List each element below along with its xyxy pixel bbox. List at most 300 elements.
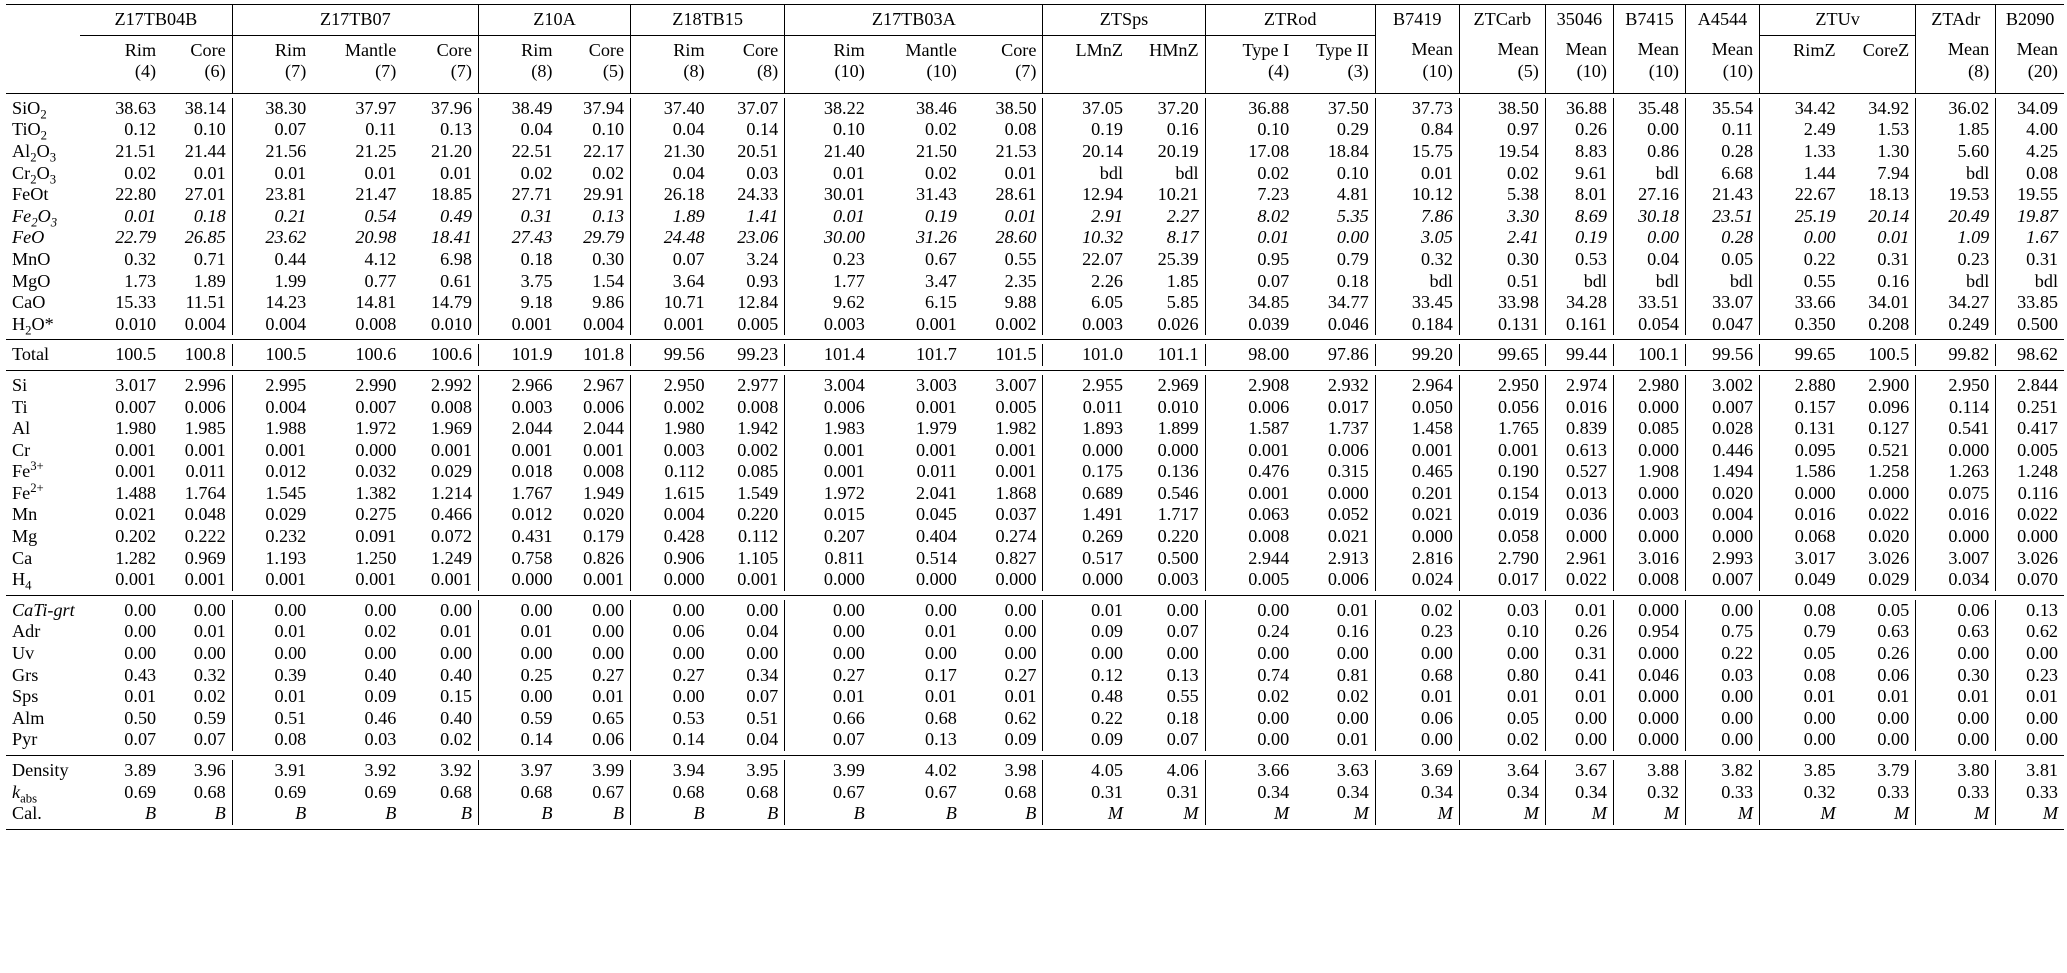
table-cell: 0.34 — [1545, 782, 1613, 804]
column-sample-count: (10) — [1613, 61, 1685, 93]
row-label: Si — [12, 374, 28, 395]
table-cell: 21.25 — [355, 140, 397, 161]
table-cell: 0.000 — [1157, 439, 1199, 460]
table-cell: 0.34 — [1375, 782, 1459, 804]
table-cell: 0.116 — [1996, 483, 2064, 505]
column-sample-count: (6) — [204, 61, 226, 82]
table-cell: 0.00 — [440, 643, 472, 664]
table-cell: 0.00 — [1916, 708, 1996, 730]
table-cell: 0.004 — [232, 397, 312, 419]
table-cell: 0.05 — [1760, 643, 1842, 665]
table-cell: 0.01 — [1545, 600, 1613, 622]
table-cell: 38.22 — [785, 98, 871, 120]
table-cell: 0.00 — [1205, 643, 1295, 665]
table-cell: 0.49 — [440, 205, 472, 226]
table-cell: 1.77 — [785, 271, 871, 293]
table-cell: 17.08 — [1205, 141, 1295, 163]
table-cell: 0.001 — [115, 569, 157, 590]
table-cell: 24.33 — [737, 184, 779, 205]
table-cell: 0.00 — [1166, 599, 1199, 620]
table-cell: 21.43 — [1686, 184, 1760, 206]
table-cell: bdl — [1916, 271, 1996, 293]
table-cell: 1.73 — [124, 270, 157, 291]
table-cell: 0.00 — [232, 643, 312, 665]
table-cell: 0.020 — [583, 504, 625, 525]
table-cell: 0.01 — [1336, 599, 1369, 620]
table-cell: 3.85 — [1760, 760, 1842, 782]
table-cell: 0.001 — [915, 439, 957, 460]
column-subheader: Mean — [1545, 35, 1613, 61]
table-cell: 1.33 — [1760, 141, 1842, 163]
table-cell: 0.97 — [1459, 119, 1545, 141]
table-cell: 99.20 — [1375, 344, 1459, 366]
table-cell: 0.008 — [583, 461, 625, 482]
table-header — [6, 5, 2064, 94]
table-cell: 9.62 — [785, 292, 871, 314]
table-cell: 0.32 — [1760, 782, 1842, 804]
table-cell: 0.00 — [1459, 643, 1545, 665]
table-cell: 0.00 — [925, 599, 957, 620]
group-header: B2090 — [1996, 5, 2064, 36]
table-cell: 0.00 — [746, 643, 779, 664]
table-cell: 0.154 — [1459, 483, 1545, 505]
table-cell: 0.01 — [1205, 227, 1295, 249]
table-cell: 3.05 — [1375, 227, 1459, 249]
table-cell: 0.16 — [1166, 119, 1199, 140]
table-cell: 0.003 — [1043, 314, 1129, 336]
table-cell: 0.005 — [1205, 569, 1295, 591]
table-row — [6, 206, 2064, 228]
row-label: Mg — [12, 526, 38, 547]
table-cell: 0.79 — [1760, 621, 1842, 643]
table-cell: 37.94 — [583, 97, 625, 118]
table-cell: 0.01 — [232, 686, 312, 708]
table-cell: 5.60 — [1916, 141, 1996, 163]
table-cell: 0.000 — [1760, 483, 1842, 505]
table-row — [6, 227, 2064, 249]
table-cell: 0.00 — [1004, 643, 1037, 664]
table-cell: 0.51 — [1459, 271, 1545, 293]
table-cell: 1.491 — [1043, 504, 1129, 526]
table-cell: 22.80 — [115, 184, 157, 205]
table-cell: 0.010 — [1157, 396, 1199, 417]
table-cell: 101.8 — [583, 344, 625, 365]
table-cell: 18.84 — [1327, 140, 1369, 161]
table-cell: B — [232, 803, 312, 825]
table-cell: 0.001 — [737, 569, 779, 590]
column-subheader: LMnZ — [1043, 35, 1129, 61]
table-cell: 0.00 — [1760, 227, 1842, 249]
table-cell: 0.013 — [1545, 483, 1613, 505]
table-cell: 3.88 — [1613, 760, 1685, 782]
table-cell: 100.5 — [1868, 344, 1910, 365]
table-cell: 18.41 — [431, 227, 472, 248]
column-sample-count: (10) — [1375, 61, 1459, 93]
table-cell: 0.012 — [478, 504, 558, 526]
table-cell: 0.77 — [364, 270, 397, 291]
table-cell: 1.767 — [478, 483, 558, 505]
table-cell: 1.899 — [1157, 418, 1199, 439]
table-cell: 0.179 — [583, 526, 625, 547]
table-cell: 0.13 — [592, 205, 625, 226]
table-cell: 0.220 — [1157, 526, 1199, 547]
table-cell: 2.27 — [1166, 205, 1199, 226]
table-cell: 0.65 — [592, 707, 625, 728]
table-cell: 0.01 — [1375, 163, 1459, 185]
table-cell: 0.045 — [915, 504, 957, 525]
table-cell: 0.001 — [184, 439, 226, 460]
table-row — [6, 314, 2064, 336]
table-cell: 3.24 — [746, 248, 779, 269]
table-cell: 0.500 — [1996, 314, 2064, 336]
table-cell: 0.34 — [1459, 782, 1545, 804]
table-cell: 0.18 — [478, 249, 558, 271]
table-cell: 0.19 — [1545, 227, 1613, 249]
table-cell: 4.00 — [1996, 119, 2064, 141]
table-cell: 21.30 — [631, 141, 711, 163]
table-cell: M — [1353, 803, 1369, 824]
table-cell: 2.966 — [478, 375, 558, 397]
column-subheader: Type II — [1315, 39, 1369, 60]
table-cell: 0.00 — [1205, 729, 1295, 751]
table-cell: 1.488 — [115, 482, 157, 503]
table-cell: 0.431 — [478, 526, 558, 548]
table-cell: 2.41 — [1459, 227, 1545, 249]
column-sample-count — [1043, 61, 1129, 93]
table-cell: 0.31 — [1043, 782, 1129, 804]
table-cell: 1.545 — [232, 483, 312, 505]
table-cell: 0.001 — [1205, 440, 1295, 462]
table-cell: 0.00 — [1375, 729, 1459, 751]
table-cell: 1.89 — [193, 270, 226, 291]
table-cell: 7.23 — [1205, 184, 1295, 206]
table-cell: 0.86 — [1613, 141, 1685, 163]
table-row — [6, 292, 2064, 314]
table-cell: 0.037 — [995, 504, 1037, 525]
table-cell: 38.49 — [478, 98, 558, 120]
table-cell: 0.007 — [1686, 569, 1760, 591]
row-label: $H_4$ — [12, 569, 32, 593]
table-cell: 0.001 — [184, 569, 226, 590]
column-sample-count: (8) — [631, 61, 711, 93]
table-row — [6, 504, 2064, 526]
column-sample-count: (8) — [478, 61, 558, 93]
table-cell: 0.001 — [431, 439, 472, 460]
table-cell: 2.790 — [1459, 548, 1545, 570]
table-cell: 1.972 — [785, 483, 871, 505]
table-cell: 6.15 — [925, 292, 957, 313]
table-cell: 1.980 — [631, 418, 711, 440]
table-cell: 0.00 — [478, 643, 558, 665]
row-label: Cr — [12, 439, 31, 460]
table-cell: 1.250 — [355, 547, 397, 568]
table-cell: 23.06 — [737, 227, 779, 248]
table-cell: 0.53 — [1545, 249, 1613, 271]
table-cell: 0.14 — [631, 729, 711, 751]
table-cell: B — [1025, 803, 1037, 824]
table-cell: 0.005 — [1996, 440, 2064, 462]
table-cell: 0.000 — [995, 569, 1037, 590]
table-cell: 0.001 — [1375, 440, 1459, 462]
table-cell: 0.01 — [785, 163, 871, 185]
table-cell: 0.00 — [592, 599, 625, 620]
table-cell: 0.404 — [915, 526, 957, 547]
table-cell: 0.011 — [916, 461, 957, 482]
table-cell: 0.202 — [115, 526, 157, 547]
table-cell: 0.063 — [1205, 504, 1295, 526]
table-cell: 0.003 — [1157, 569, 1199, 590]
table-cell: 0.827 — [995, 547, 1037, 568]
table-cell: 0.000 — [478, 569, 558, 591]
table-cell: 3.67 — [1545, 760, 1613, 782]
table-cell: 19.87 — [1996, 206, 2064, 228]
table-cell: 0.16 — [1336, 621, 1369, 642]
table-cell: 0.02 — [478, 163, 558, 185]
table-cell: 0.417 — [1996, 418, 2064, 440]
table-cell: 3.97 — [478, 760, 558, 782]
table-cell: 2.961 — [1545, 548, 1613, 570]
table-cell: 0.09 — [364, 686, 397, 707]
table-cell: 0.001 — [785, 440, 871, 462]
table-cell: 14.81 — [355, 292, 397, 313]
table-cell: 0.00 — [124, 621, 157, 642]
table-cell: 0.046 — [1613, 665, 1685, 687]
table-row — [6, 483, 2064, 505]
table-cell: 0.008 — [1613, 569, 1685, 591]
table-cell: 27.01 — [184, 184, 226, 205]
row-label: SiO$_2$ — [12, 97, 47, 122]
table-cell: 101.0 — [1043, 344, 1129, 366]
table-cell: 0.00 — [1336, 227, 1369, 248]
table-cell: 4.06 — [1166, 760, 1199, 780]
table-cell: 0.428 — [631, 526, 711, 548]
table-cell: 0.008 — [355, 313, 397, 334]
table-cell: 3.64 — [1459, 760, 1545, 782]
table-cell: 1.30 — [1877, 140, 1910, 161]
table-cell: 1.214 — [431, 482, 472, 503]
column-subheader: Rim — [232, 35, 312, 61]
table-cell: 0.06 — [592, 729, 625, 750]
table-cell: 0.054 — [1613, 314, 1685, 336]
table-cell: 3.96 — [193, 760, 226, 780]
table-cell: 30.00 — [785, 227, 871, 249]
table-cell: 0.007 — [355, 396, 397, 417]
table-cell: 0.00 — [631, 643, 711, 665]
row-label: $Fe^{3+}$ — [12, 459, 44, 482]
table-cell: 0.62 — [1996, 621, 2064, 643]
table-cell: 0.000 — [1545, 526, 1613, 548]
table-cell: 25.39 — [1157, 248, 1199, 269]
table-cell: 8.69 — [1545, 206, 1613, 228]
table-cell: 0.12 — [124, 119, 157, 140]
table-cell: 1.985 — [184, 418, 226, 439]
table-cell: 1.982 — [995, 418, 1037, 439]
table-cell: 0.11 — [365, 119, 397, 140]
table-cell: 0.131 — [1760, 418, 1842, 440]
group-header: ZTCarb — [1459, 5, 1545, 36]
table-cell: 1.988 — [232, 418, 312, 440]
table-cell: 0.000 — [1613, 483, 1685, 505]
table-cell: 2.35 — [1004, 270, 1037, 291]
group-header: Z10A — [478, 5, 630, 36]
table-cell: 31.26 — [915, 227, 957, 248]
table-cell: 1.737 — [1327, 418, 1369, 439]
table-cell: 0.049 — [1760, 569, 1842, 591]
table-cell: 3.017 — [115, 374, 157, 395]
table-cell: 0.02 — [1375, 600, 1459, 622]
table-cell: 0.00 — [1205, 600, 1295, 622]
garnet-composition-table — [6, 4, 2064, 830]
table-cell: 14.79 — [431, 292, 472, 313]
table-cell: 0.33 — [1916, 782, 1996, 804]
table-cell: 0.00 — [1916, 643, 1996, 665]
column-sample-count: (7) — [232, 61, 312, 93]
table-cell: 3.92 — [440, 760, 472, 780]
table-cell: 24.48 — [631, 227, 711, 249]
table-cell: B — [385, 803, 397, 824]
group-header: Z17TB03A — [785, 5, 1043, 36]
table-cell: 0.00 — [1686, 708, 1760, 730]
table-cell: 2.974 — [1545, 375, 1613, 397]
row-label: FeO — [12, 227, 45, 248]
table-cell: 0.16 — [1877, 270, 1910, 291]
column-subheader: Core — [190, 39, 226, 60]
table-cell: 0.69 — [232, 782, 312, 804]
table-row — [6, 548, 2064, 570]
table-cell: 0.689 — [1043, 483, 1129, 505]
table-cell: 3.007 — [995, 374, 1037, 395]
table-cell: 30.18 — [1613, 206, 1685, 228]
table-cell: 2.964 — [1375, 375, 1459, 397]
table-cell: 0.001 — [1205, 483, 1295, 505]
table-cell: 0.00 — [1004, 599, 1037, 620]
table-cell: 0.29 — [1336, 119, 1369, 140]
table-cell: 0.000 — [1613, 600, 1685, 622]
table-cell: 0.001 — [785, 461, 871, 483]
table-cell: 0.01 — [232, 163, 312, 185]
table-row — [6, 344, 2064, 366]
table-cell: 0.112 — [631, 461, 711, 483]
table-cell: 0.052 — [1327, 504, 1369, 525]
table-cell: 0.000 — [1613, 708, 1685, 730]
column-sample-count — [1129, 61, 1205, 93]
table-cell: 11.51 — [185, 292, 226, 313]
table-cell: 1.85 — [1916, 119, 1996, 141]
table-cell: 0.000 — [1613, 643, 1685, 665]
table-cell: 2.944 — [1205, 548, 1295, 570]
table-cell: 0.80 — [1459, 665, 1545, 687]
table-cell: 0.03 — [1459, 600, 1545, 622]
table-cell: 2.969 — [1157, 374, 1199, 395]
table-cell: 0.003 — [785, 314, 871, 336]
table-cell: 0.00 — [1877, 707, 1910, 728]
table-cell: 8.83 — [1545, 141, 1613, 163]
table-cell: bdl — [1916, 163, 1996, 185]
column-sample-count: (7) — [450, 61, 472, 82]
table-cell: 4.05 — [1043, 760, 1129, 782]
table-cell: 5.35 — [1336, 205, 1369, 226]
table-cell: 0.10 — [1336, 162, 1369, 183]
table-cell: 0.21 — [232, 206, 312, 228]
column-subheader: Mean — [1996, 35, 2064, 61]
table-cell: 99.44 — [1545, 344, 1613, 366]
table-cell: 3.47 — [925, 270, 957, 291]
table-cell: 0.75 — [1686, 621, 1760, 643]
table-cell: 0.085 — [737, 461, 779, 482]
table-row — [6, 98, 2064, 120]
table-cell: 3.002 — [1686, 375, 1760, 397]
table-cell: 0.23 — [1996, 665, 2064, 687]
column-sample-count: (7) — [375, 61, 397, 82]
table-cell: 0.13 — [440, 119, 472, 140]
table-cell: 0.00 — [1613, 119, 1685, 141]
table-row — [6, 643, 2064, 665]
table-cell: 0.521 — [1868, 439, 1910, 460]
table-cell: 0.015 — [785, 504, 871, 526]
column-subheader: Mean — [1686, 35, 1760, 61]
table-cell: 0.08 — [1760, 600, 1842, 622]
table-cell: 0.55 — [1760, 271, 1842, 293]
table-cell: B — [945, 803, 957, 824]
table-cell: 21.56 — [232, 141, 312, 163]
column-subheader: Rim — [631, 35, 711, 61]
table-cell: bdl — [1613, 271, 1685, 293]
table-cell: 0.004 — [232, 314, 312, 336]
table-cell: 0.01 — [440, 162, 472, 183]
table-cell: 0.00 — [1004, 621, 1037, 642]
table-cell: 0.249 — [1916, 314, 1996, 336]
table-cell: 0.007 — [115, 396, 157, 417]
table-cell: 98.62 — [1996, 344, 2064, 366]
table-cell: 35.54 — [1686, 98, 1760, 120]
table-cell: 0.68 — [631, 782, 711, 804]
table-cell: 23.62 — [232, 227, 312, 249]
table-cell: 0.011 — [1043, 397, 1129, 419]
table-cell: 1.54 — [592, 270, 625, 291]
table-cell: 4.81 — [1336, 184, 1369, 205]
table-cell: 0.161 — [1545, 314, 1613, 336]
table-cell: 0.01 — [1545, 686, 1613, 708]
table-cell: 2.49 — [1760, 119, 1842, 141]
table-cell: 5.85 — [1166, 292, 1199, 313]
table-cell: 0.69 — [124, 781, 157, 802]
table-cell: 0.006 — [1205, 397, 1295, 419]
table-cell: 2.950 — [1916, 375, 1996, 397]
table-cell: 0.07 — [746, 686, 779, 707]
table-cell: 0.000 — [355, 439, 397, 460]
table-cell: 0.15 — [440, 686, 472, 707]
table-cell: 20.98 — [355, 227, 397, 248]
table-cell: 2.996 — [184, 374, 226, 395]
table-cell: 1.258 — [1868, 461, 1910, 482]
table-cell: 0.43 — [124, 664, 157, 685]
table-cell: 8.17 — [1166, 227, 1199, 248]
table-cell: 0.07 — [1166, 729, 1199, 750]
table-cell: 0.000 — [1613, 729, 1685, 751]
table-cell: 36.02 — [1916, 98, 1996, 120]
table-cell: 0.26 — [1545, 119, 1613, 141]
row-label: Total — [12, 344, 50, 365]
table-cell: 15.75 — [1375, 141, 1459, 163]
table-cell: 2.913 — [1327, 547, 1369, 568]
table-cell: 0.207 — [785, 526, 871, 548]
table-cell: 34.92 — [1868, 97, 1910, 118]
table-cell: 0.068 — [1760, 526, 1842, 548]
table-cell: 9.86 — [592, 292, 625, 313]
table-cell: 0.00 — [1043, 643, 1129, 665]
table-cell: 21.20 — [431, 140, 472, 161]
table-cell: 0.68 — [1004, 781, 1037, 802]
